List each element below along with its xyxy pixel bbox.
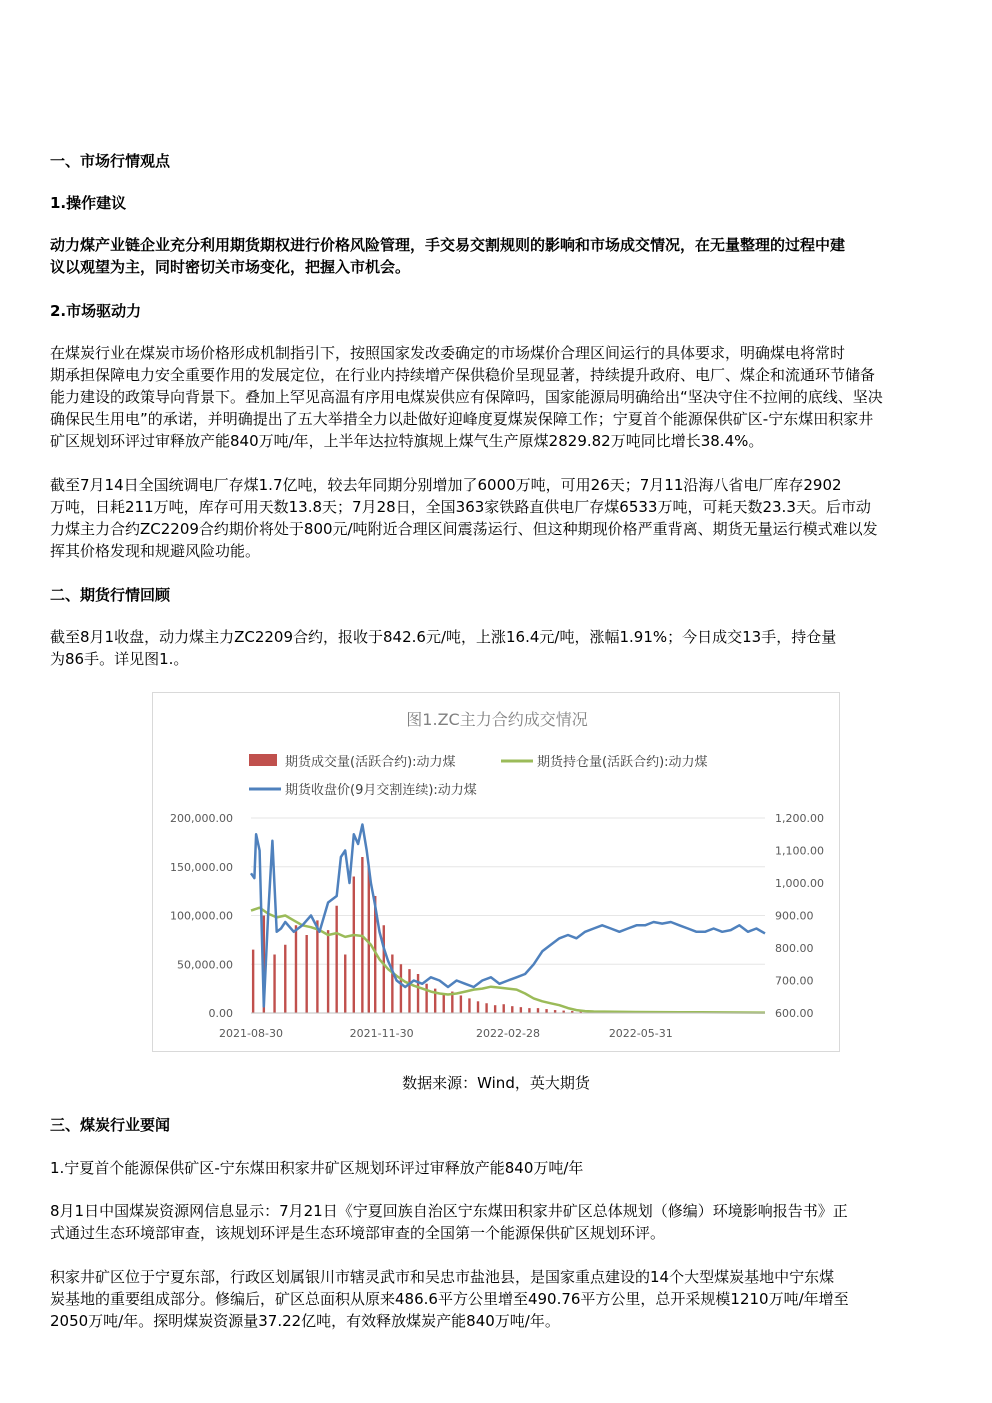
volume-bar bbox=[494, 1005, 496, 1013]
section-title-futures-review: 二、期货行情回顾 bbox=[50, 586, 171, 604]
legend-swatch-0 bbox=[249, 754, 277, 766]
y-right-tick-label: 1,100.00 bbox=[775, 844, 824, 858]
volume-bar bbox=[528, 1008, 530, 1013]
y-right-tick-label: 900.00 bbox=[775, 909, 814, 923]
volume-bar bbox=[391, 955, 393, 1014]
volume-bar bbox=[503, 1004, 505, 1013]
volume-bar bbox=[327, 930, 329, 1013]
y-left-tick-label: 0.00 bbox=[208, 1007, 233, 1020]
x-tick-label: 2021-11-30 bbox=[349, 1027, 414, 1040]
futures-review-paragraph: 截至8月1收盘，动力煤主力ZC2209合约，报收于842.6元/吨，上涨16.4元/吨，涨幅1.91%；今日成交13手，持仓量 为86手。详见图1.。 bbox=[50, 628, 837, 668]
legend-label-1: 期货持仓量(活跃合约):动力煤 bbox=[537, 755, 708, 770]
volume-bar bbox=[545, 1009, 547, 1013]
legend-label-0: 期货成交量(活跃合约):动力煤 bbox=[285, 755, 456, 770]
news-item-1-title: 1.宁夏首个能源保供矿区-宁东煤田积家井矿区规划环评过审释放产能840万吨/年 bbox=[50, 1159, 584, 1177]
volume-bar bbox=[316, 920, 318, 1013]
volume-bar bbox=[485, 1003, 487, 1013]
volume-bar bbox=[305, 935, 307, 1013]
y-left-tick-label: 200,000.00 bbox=[170, 812, 233, 825]
y-left-tick-label: 50,000.00 bbox=[177, 958, 233, 972]
x-tick-label: 2022-05-31 bbox=[608, 1027, 673, 1040]
subsection-title-drivers: 2.市场驱动力 bbox=[50, 302, 142, 320]
volume-bar bbox=[400, 964, 402, 1013]
section-title-industry-news: 三、煤炭行业要闻 bbox=[50, 1116, 171, 1134]
chart-svg bbox=[153, 693, 841, 1053]
drivers-paragraph-1: 在煤炭行业在煤炭市场价格形成机制指引下，按照国家发改委确定的市场煤价合理区间运行的具体要求，明确煤电将常时 期承担保障电力安全重要作用的发展定位，在行业内持续增产保供稳价呈现显著，持续提升政府、电厂、煤企和流通环节储备 能力建设的政策导向背景下。叠加上罕见高温有序用电煤炭供应有保障吗，国家能源局明确给出“坚决守住不拉闸的底线、坚决 确保民生用电”的承诺，并明确提出了五大举措全力以赴做好迎峰度夏煤炭保障工作；宁夏首个能源保供矿区-宁东煤田积家井 矿区规划环评过审释放产能840万吨/年，上半年达拉特旗规上煤气生产原煤2829.82万吨同比增长38.4%。 bbox=[50, 344, 883, 450]
volume-bar bbox=[252, 950, 254, 1013]
volume-bar bbox=[335, 906, 337, 1013]
volume-bar bbox=[383, 925, 385, 1013]
volume-bar bbox=[468, 998, 470, 1013]
volume-bar bbox=[425, 984, 427, 1013]
volume-bar bbox=[443, 994, 445, 1014]
zc-contract-chart bbox=[152, 692, 840, 1052]
news-paragraph-1: 8月1日中国煤炭资源网信息显示：7月21日《宁夏回族自治区宁东煤田积家井矿区总体规划（修编）环境影响报告书》正 式通过生态环境部审查，该规划环评是生态环境部审查的全国第一个能源保供矿区规划环评。 bbox=[50, 1202, 848, 1242]
volume-bar bbox=[537, 1008, 539, 1013]
y-right-tick-label: 700.00 bbox=[775, 974, 814, 988]
news-paragraph-2: 积家井矿区位于宁夏东部，行政区划属银川市辖灵武市和吴忠市盐池县，是国家重点建设的14个大型煤炭基地中宁东煤 炭基地的重要组成部分。修编后，矿区总面积从原来486.6平方公里增至490.76平方公里，总开采规模1210万吨/年增至 2050万吨/年。探明煤炭资源量37.22亿吨，有效释放煤炭产能840万吨/年。 bbox=[50, 1268, 849, 1330]
legend-label-2: 期货收盘价(9月交割连续):动力煤 bbox=[285, 783, 477, 798]
chart-title: 图1.ZC主力合约成交情况 bbox=[406, 710, 588, 729]
chart-legend bbox=[249, 754, 708, 798]
y-right-tick-label: 1,000.00 bbox=[775, 877, 824, 890]
y-right-tick-label: 600.00 bbox=[775, 1007, 814, 1020]
volume-bar bbox=[368, 867, 370, 1013]
drivers-paragraph-2: 截至7月14日全国统调电厂存煤1.7亿吨，较去年同期分别增加了6000万吨，可用26天；7月11沿海八省电厂库存2902 万吨，日耗211万吨，库存可用天数13.8天；7月28日，全国363家铁路直供电厂存煤6533万吨，可耗天数23.3天。后市动 力煤主力合约ZC2209合约期价将处于800元/吨附近合理区间震荡运行、但这种期现价格严重背离、期货无量运行模式难以发 挥其价格发现和规避风险功能。 bbox=[50, 476, 878, 560]
volume-bar bbox=[344, 955, 346, 1014]
advice-paragraph: 动力煤产业链企业充分利用期货期权进行价格风险管理，手交易交割规则的影响和市场成交情况，在无量整理的过程中建 议以观望为主，同时密切关市场变化，把握入市机会。 bbox=[50, 236, 846, 276]
y-left-tick-label: 150,000.00 bbox=[170, 860, 233, 874]
y-left-tick-label: 100,000.00 bbox=[170, 909, 233, 923]
section-title-market-view: 一、市场行情观点 bbox=[50, 152, 171, 170]
y-right-tick-label: 1,200.00 bbox=[775, 812, 824, 825]
volume-bar bbox=[284, 945, 286, 1013]
volume-bar bbox=[520, 1007, 522, 1013]
x-tick-label: 2021-08-30 bbox=[219, 1027, 283, 1040]
volume-bar bbox=[353, 877, 355, 1014]
subsection-title-advice: 1.操作建议 bbox=[50, 194, 127, 212]
volume-bar bbox=[273, 955, 275, 1014]
volume-bar bbox=[460, 995, 462, 1013]
volume-bar bbox=[511, 1006, 513, 1013]
volume-bar bbox=[417, 974, 419, 1013]
x-tick-label: 2022-02-28 bbox=[476, 1027, 540, 1040]
volume-bar bbox=[408, 969, 410, 1013]
volume-bar bbox=[295, 925, 297, 1013]
y-right-tick-label: 800.00 bbox=[775, 942, 814, 955]
volume-bar bbox=[477, 1001, 479, 1013]
chart-source-caption: 数据来源：Wind，英大期货 bbox=[402, 1074, 590, 1092]
